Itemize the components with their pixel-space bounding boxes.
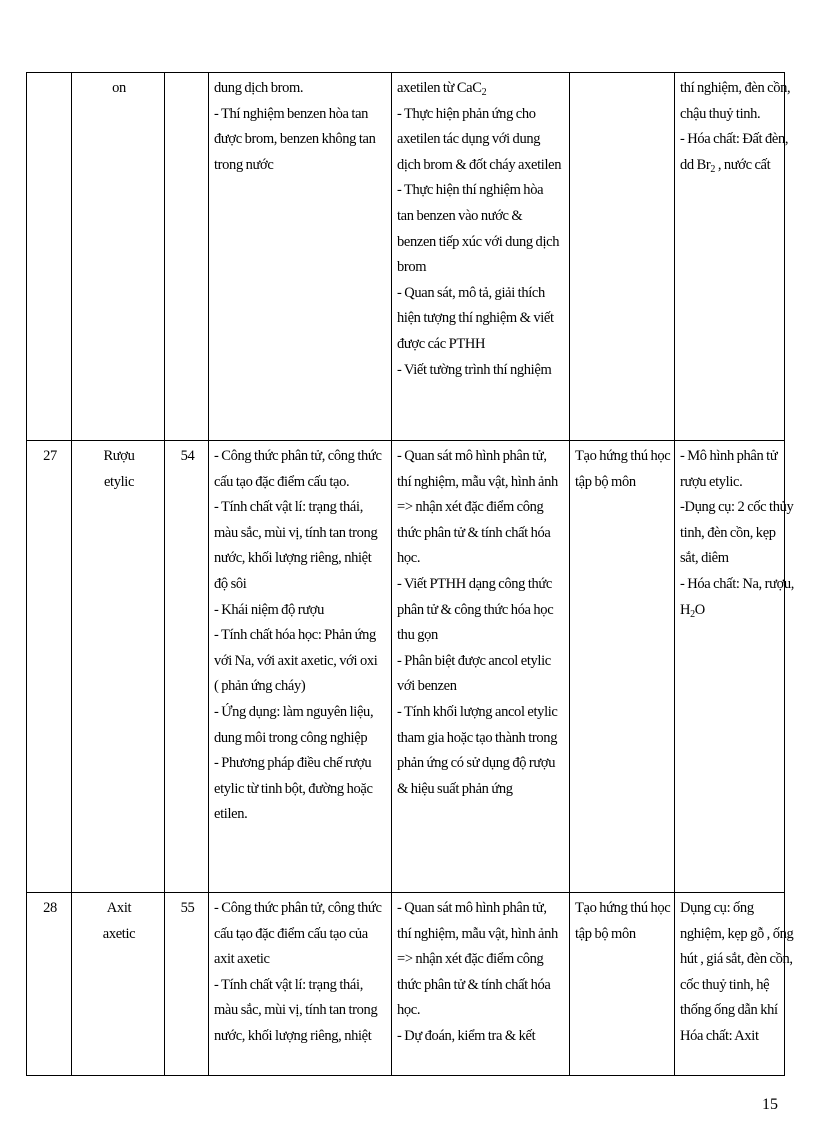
skill-line: hiện tượng thí nghiệm & viết [397, 310, 554, 327]
skill-line: dịch brom & đốt cháy axetilen [397, 156, 562, 173]
knowledge-line: trong nước [214, 156, 274, 173]
skill-line: thí nghiệm, mẫu vật, hình ảnh [397, 925, 558, 942]
skill-line: học. [397, 550, 421, 567]
knowledge-line: - Phương pháp điều chế rượu [214, 755, 372, 772]
skill-line: thức phân tử & tính chất hóa [397, 524, 551, 541]
skill-line: - Quan sát mô hình phân tử, [397, 900, 547, 916]
row-number: 28 [43, 900, 57, 916]
attitude-cell [570, 73, 675, 441]
skill-line: thức phân tử & tính chất hóa [397, 976, 551, 993]
skill-line: - Tính khối lượng ancol etylic [397, 703, 558, 720]
row-number-cell [27, 441, 72, 893]
skill-line: - Viết PTHH dạng công thức [397, 575, 552, 592]
knowledge-line: - Công thức phân tử, công thức [214, 900, 382, 916]
period-cell [165, 73, 209, 441]
knowledge-line: etylic từ tinh bột, đường hoặc [214, 780, 373, 797]
equipment-line: $H_2O$ [680, 601, 705, 620]
skills-cell [392, 73, 570, 441]
skill-line: với benzen [397, 678, 457, 695]
skill-line: tan benzen vào nước & [397, 207, 523, 224]
period-cell [165, 441, 209, 893]
equipment-line: - Hóa chất: Đất đèn, [680, 131, 789, 148]
skill-line: tham gia hoặc tạo thành trong [397, 729, 558, 746]
table-row [27, 73, 785, 441]
table-row [27, 441, 785, 893]
knowledge-line: - Thí nghiệm benzen hòa tan [214, 105, 369, 122]
knowledge-line: - Tính chất vật lí: trạng thái, [214, 976, 363, 993]
skills-cell [392, 893, 570, 1076]
attitude-line: tập bộ môn [575, 925, 636, 942]
knowledge-line: cấu tạo đặc điểm cấu tạo của [214, 925, 368, 942]
knowledge-line: ( phản ứng cháy) [214, 678, 306, 695]
equipment-line: tinh, đèn cồn, kẹp [680, 524, 776, 541]
knowledge-line: - Tính chất hóa học: Phản ứng [214, 627, 376, 644]
skill-line: - Quan sát mô hình phân tử, [397, 448, 547, 464]
skill-line: thí nghiệm, mẫu vật, hình ảnh [397, 473, 558, 490]
knowledge-line: dung môi trong công nghiệp [214, 729, 368, 746]
equipment-cell [675, 73, 791, 441]
skill-line: - Dự đoán, kiểm tra & kết [397, 1027, 536, 1044]
knowledge-line: nước, khối lượng riêng, nhiệt [214, 1027, 372, 1044]
skills-cell [392, 441, 570, 893]
attitude-cell [570, 893, 675, 1076]
knowledge-cell [209, 441, 392, 893]
attitude-line: tập bộ môn [575, 473, 636, 490]
equipment-line: - Hóa chất: Na, rượu, [680, 575, 795, 592]
page-number: 15 [762, 1096, 778, 1113]
knowledge-cell [209, 893, 392, 1076]
skill-line: - Phân biệt được ancol etylic [397, 652, 551, 669]
skill-line: phản ứng có sử dụng độ rượu [397, 755, 556, 772]
skill-line: thu gọn [397, 627, 438, 644]
lesson-name-line: Axit [106, 900, 132, 916]
lesson-name-line: axetic [102, 925, 136, 942]
knowledge-line: được brom, benzen không tan [214, 131, 376, 148]
equipment-line: chậu thuỷ tinh. [680, 105, 761, 122]
equipment-line: Hóa chất: Axit [680, 1027, 759, 1044]
skill-line: axetilen từ CaC$_2$ [397, 80, 487, 98]
lesson-name-cell [72, 893, 165, 1076]
skill-line: được các PTHH [397, 335, 486, 352]
attitude-cell [570, 441, 675, 893]
skill-line: - Thực hiện phản ứng cho [397, 105, 536, 122]
skill-line: học. [397, 1002, 421, 1019]
knowledge-line: etilen. [214, 806, 248, 823]
equipment-line: -Dụng cụ: 2 cốc thủy [680, 499, 794, 516]
knowledge-line: - Ứng dụng: làm nguyên liệu, [214, 703, 374, 720]
skill-line: & hiệu suất phản ứng [397, 780, 513, 797]
knowledge-line: độ sôi [214, 575, 247, 592]
skill-line: axetilen tác dụng với dung [397, 131, 541, 148]
knowledge-line: axit axetic [214, 951, 270, 968]
knowledge-line: cấu tạo đặc điểm cấu tạo. [214, 473, 350, 490]
knowledge-cell [209, 73, 392, 441]
equipment-line: thống ống dẫn khí [680, 1002, 778, 1019]
knowledge-line: - Tính chất vật lí: trạng thái, [214, 499, 363, 516]
knowledge-line: - Công thức phân tử, công thức [214, 448, 382, 464]
period-number: 54 [180, 448, 195, 464]
knowledge-line: với Na, với axit axetic, với oxi [214, 652, 378, 669]
knowledge-line: nước, khối lượng riêng, nhiệt [214, 550, 372, 567]
equipment-line: rượu etylic. [680, 473, 743, 490]
equipment-line: Dụng cụ: ống [680, 900, 754, 916]
equipment-line: nghiệm, kẹp gỗ , ống [680, 925, 794, 942]
period-cell [165, 893, 209, 1076]
equipment-line: dd $Br_2$ , nước cất [680, 156, 771, 175]
skill-line: => nhận xét đặc điểm công [397, 951, 544, 968]
skill-line: - Viết tường trình thí nghiệm [397, 361, 552, 378]
attitude-line: Tạo hứng thú học [575, 448, 671, 464]
row-number-cell [27, 893, 72, 1076]
knowledge-line: màu sắc, mùi vị, tính tan trong [214, 524, 378, 541]
equipment-line: thí nghiệm, đèn cồn, [680, 80, 791, 96]
lesson-name-line: etylic [103, 473, 135, 490]
lesson-name-line: on [112, 80, 126, 96]
lesson-name-cell [72, 73, 165, 441]
skill-line: brom [397, 259, 427, 276]
equipment-line: cốc thuỷ tinh, hệ [680, 976, 770, 993]
lesson-name-cell [72, 441, 165, 893]
equipment-line: sắt, diêm [680, 550, 729, 567]
knowledge-line: - Khái niệm độ rượu [214, 601, 324, 618]
lesson-plan-table [26, 72, 795, 1076]
skill-line: - Quan sát, mô tả, giải thích [397, 284, 545, 301]
row-number-cell [27, 73, 72, 441]
equipment-line: hút , giá sắt, đèn cồn, [680, 951, 793, 968]
skill-line: => nhận xét đặc điểm công [397, 499, 544, 516]
skill-line: phân tử & công thức hóa học [397, 601, 554, 618]
knowledge-line: màu sắc, mùi vị, tính tan trong [214, 1002, 378, 1019]
period-number: 55 [180, 900, 195, 916]
knowledge-line: dung dịch brom. [214, 80, 304, 96]
table-row [27, 893, 785, 1076]
equipment-cell [675, 893, 794, 1076]
skill-line: benzen tiếp xúc với dung dịch [397, 233, 560, 250]
skill-line: - Thực hiện thí nghiệm hòa [397, 182, 544, 199]
lesson-name-line: Rượu [103, 448, 135, 464]
equipment-cell [675, 441, 795, 893]
row-number: 27 [43, 448, 57, 464]
lesson-plan-body [27, 73, 795, 1076]
attitude-line: Tạo hứng thú học [575, 900, 671, 916]
equipment-line: - Mô hình phân tử [680, 448, 778, 464]
